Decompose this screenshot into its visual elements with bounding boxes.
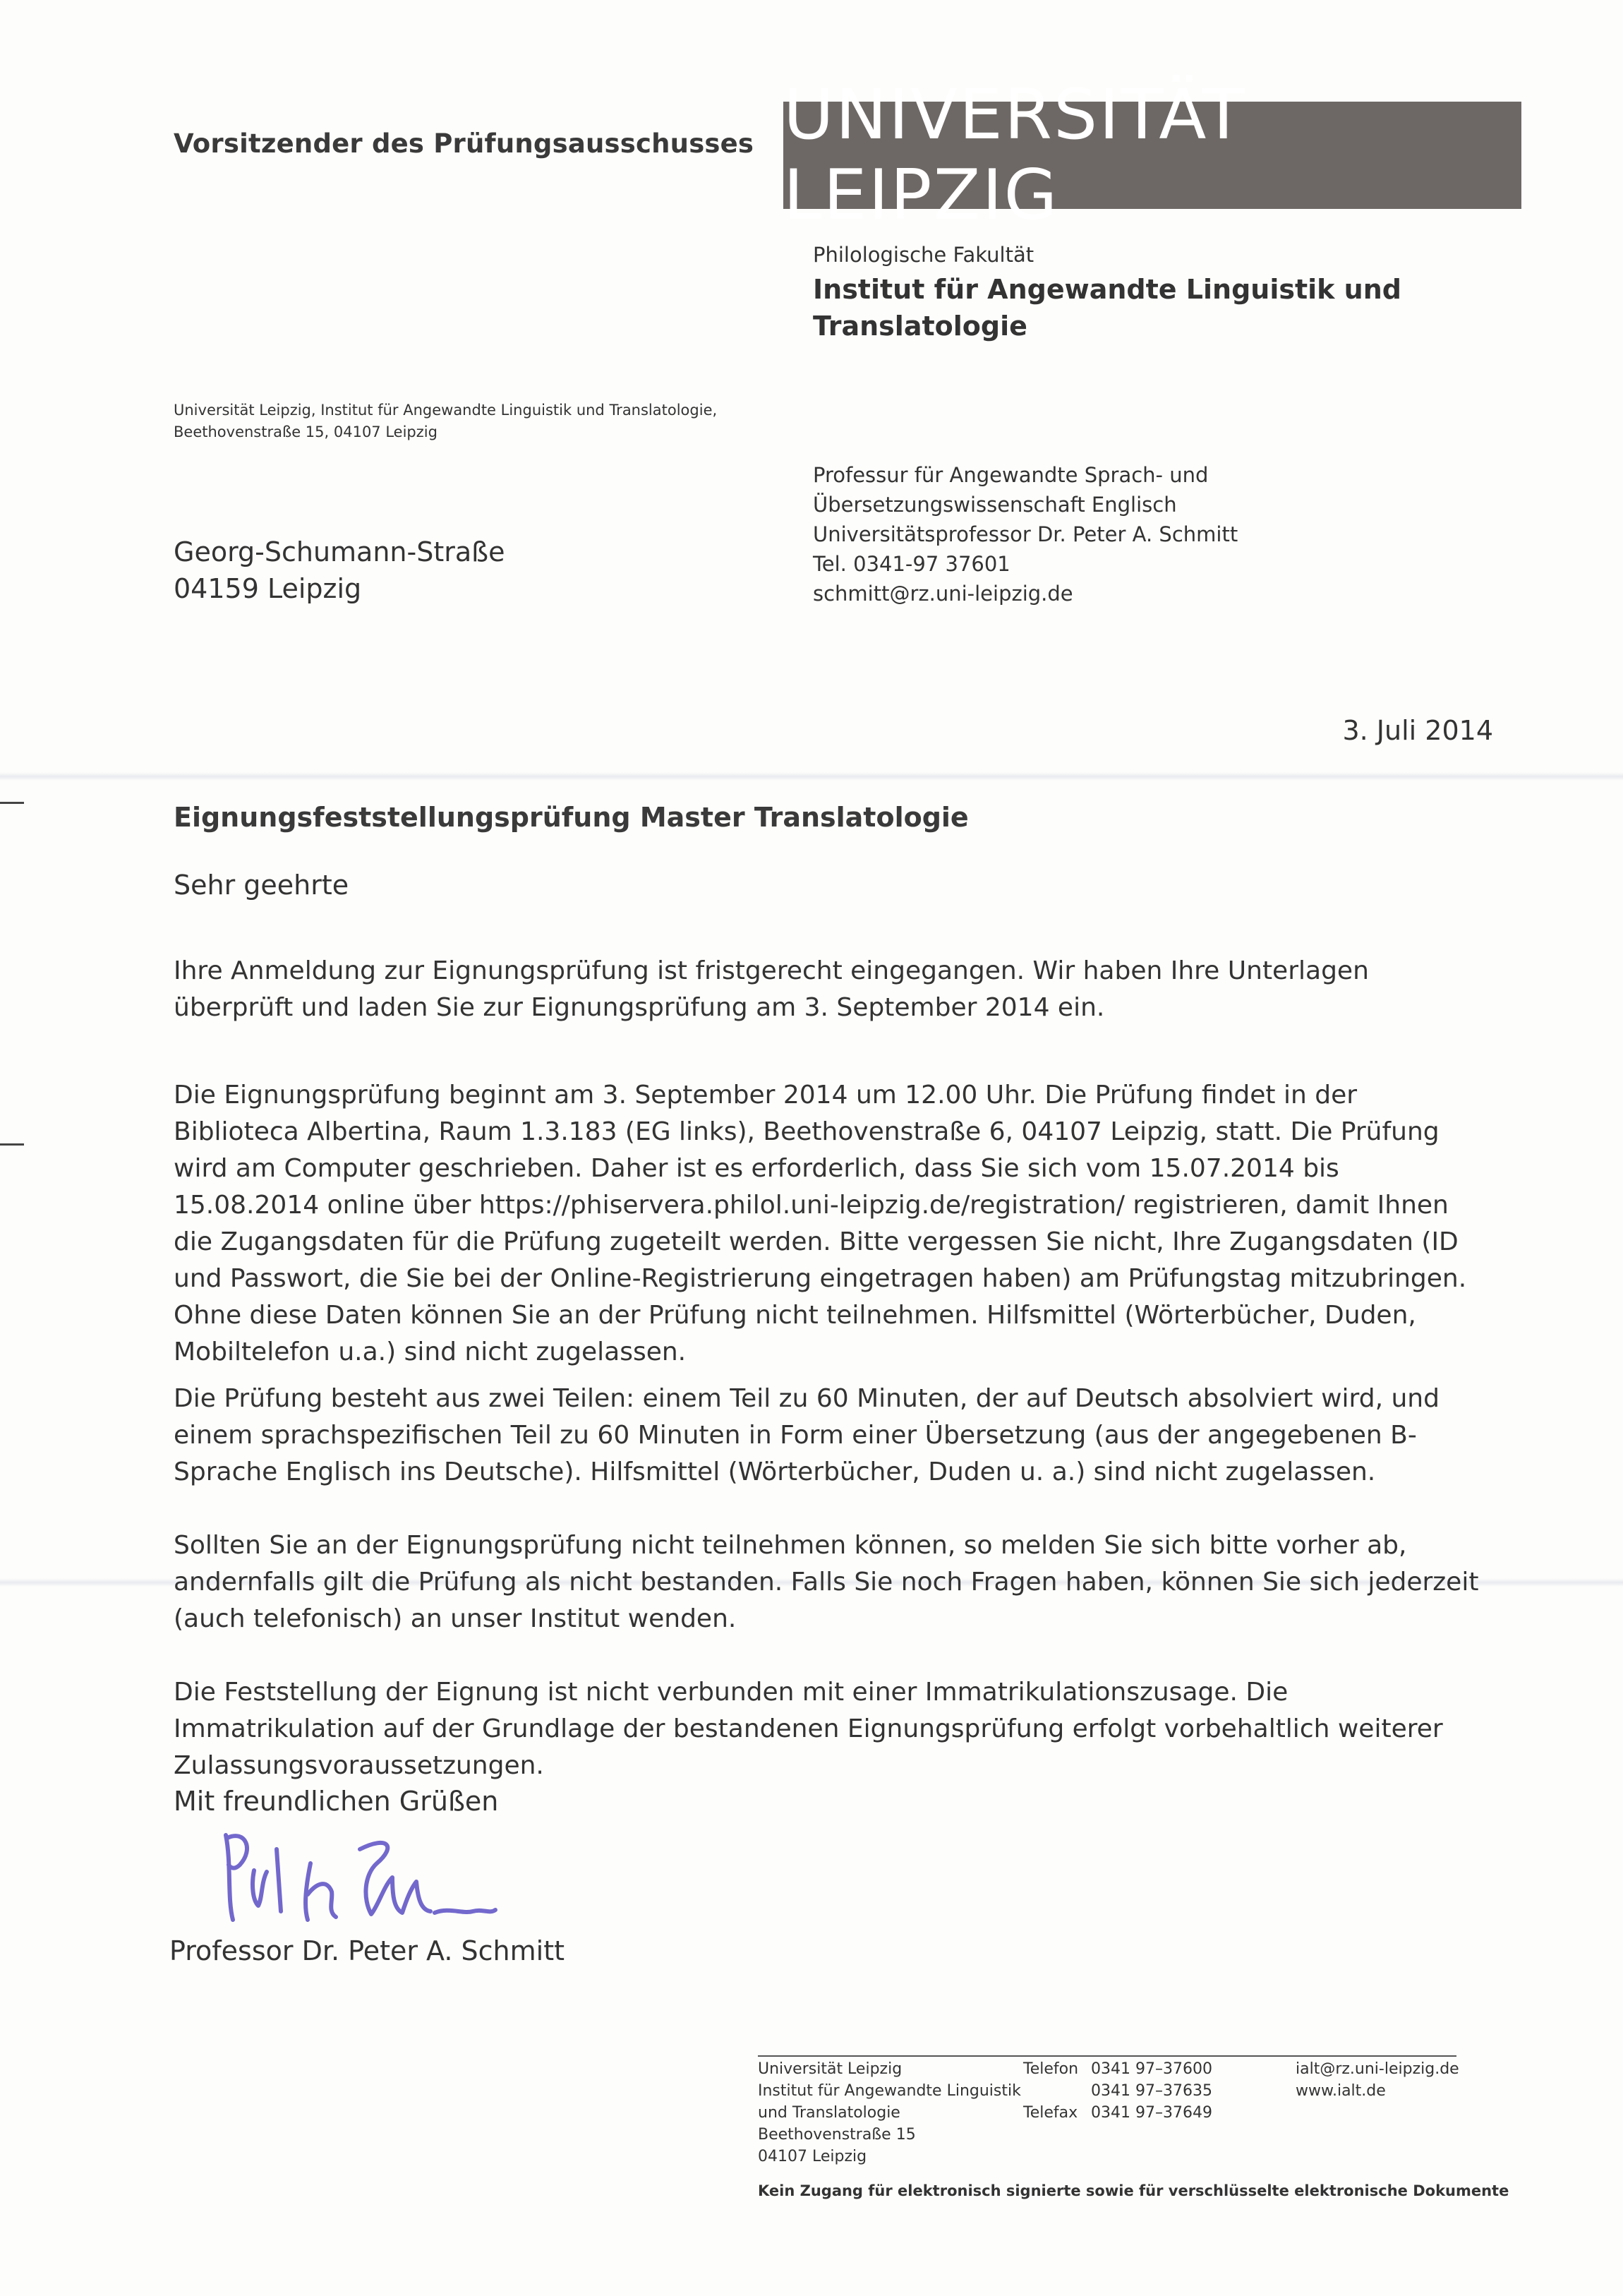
closing-phrase: Mit freundlichen Grüßen (174, 1786, 499, 1817)
recipient-city: 04159 Leipzig (174, 573, 362, 604)
return-address-line: Universität Leipzig, Institut für Angewandte Linguistik und Translatologie, (174, 402, 718, 419)
footer-notice: Kein Zugang für elektronisch signierte sowie für verschlüsselte elektronische Dokumente (758, 2182, 1509, 2199)
body-paragraph: Ihre Anmeldung zur Eignungsprüfung ist fristgerecht eingegangen. Wir haben Ihre Unterlagen überprüft und laden Sie zur Eignungsprüfung am 3. September 2014 ein. (174, 956, 1369, 1022)
salutation: Sehr geehrte (174, 870, 349, 901)
footer-web (1296, 2058, 1459, 2102)
return-address-line: Beethovenstraße 15, 04107 Leipzig (174, 423, 438, 440)
handwritten-signature (212, 1821, 508, 1927)
recipient-address (174, 534, 505, 607)
footer-divider (758, 2055, 1456, 2057)
contact-phone: Tel. 0341-97 37601 (813, 552, 1010, 576)
footer-telefon-2: 0341 97–37635 (1091, 2082, 1212, 2100)
letter-subject: Eignungsfeststellungsprüfung Master Translatologie (174, 802, 969, 833)
footer-address-line: Universität Leipzig (758, 2060, 903, 2078)
letter-date: 3. Juli 2014 (1342, 715, 1493, 746)
redacted-recipient-name (162, 467, 494, 518)
recipient-street: Georg-Schumann-Straße (174, 536, 505, 567)
footer-address (758, 2058, 1021, 2168)
footer-address-line: Beethovenstraße 15 (758, 2126, 916, 2144)
contact-line: Übersetzungswissenschaft Englisch (813, 493, 1177, 517)
contact-block (813, 460, 1238, 608)
footer-website: www.ialt.de (1296, 2082, 1386, 2100)
body-paragraph: Sollten Sie an der Eignungsprüfung nicht teilnehmen können, so melden Sie sich bitte vorher ab, andernfalls gilt die Prüfung als nicht bestanden. Falls Sie noch Fragen haben, können Sie sich jederzeit (auch telefonisch) an unser Institut wenden. (174, 1531, 1479, 1633)
fold-line (0, 772, 1623, 781)
institute-name: Institut für Angewandte Linguistik und Translatologie (813, 274, 1401, 342)
footer-telefax: 0341 97–37649 (1091, 2104, 1212, 2122)
body-paragraph: Die Eignungsprüfung beginnt am 3. September 2014 um 12.00 Uhr. Die Prüfung findet in der Biblioteca Albertina, Raum 1.3.183 (EG links), Beethovenstraße 6, 04107 Leipzig, statt. Die Prüfung wird am Computer geschrieben. Daher ist es erforderlich, dass Sie sich vom 15.07.2014 bis 15.08.2014 online über https://phiservera.philol.uni-leipzig.de/registration/ registrieren, damit Ihnen die Zugangsdaten für die Prüfung zugeteilt werden. Bitte vergessen Sie nicht, Ihre Zugangsdaten (ID und Passwort, die Sie bei der Online-Registrierung eingetragen haben) am Prüfungstag mitzubringen. Ohne diese Daten können Sie an der Prüfung nicht teilnehmen. Hilfsmittel (Wörterbücher, Duden, Mobiltelefon u.a.) sind nicht zugelassen. (174, 1081, 1467, 1366)
footer-telefon-label: Telefon (1023, 2060, 1079, 2078)
contact-email: schmitt@rz.uni-leipzig.de (813, 582, 1073, 606)
footer-phone-labels (1023, 2058, 1078, 2124)
footer-email: ialt@rz.uni-leipzig.de (1296, 2060, 1459, 2078)
footer-telefax-label: Telefax (1023, 2104, 1078, 2122)
footer-phone-numbers (1091, 2058, 1212, 2124)
contact-line: Professur für Angewandte Sprach- und (813, 463, 1209, 487)
sender-title: Vorsitzender des Prüfungsausschusses (174, 128, 754, 159)
body-paragraph: Die Feststellung der Eignung ist nicht verbunden mit einer Immatrikulationszusage. Die Immatrikulation auf der Grundlage der bestandenen Eignungsprüfung erfolgt vorbehaltlich weiterer Zulassungsvoraussetzungen. (174, 1678, 1443, 1780)
footer-telefon-1: 0341 97–37600 (1091, 2060, 1212, 2078)
faculty-name: Philologische Fakultät (813, 243, 1034, 267)
contact-line: Universitätsprofessor Dr. Peter A. Schmitt (813, 522, 1238, 546)
signer-name: Professor Dr. Peter A. Schmitt (169, 1935, 565, 1966)
fold-mark (0, 1143, 24, 1146)
footer-address-line: 04107 Leipzig (758, 2148, 867, 2165)
footer-address-line: und Translatologie (758, 2104, 900, 2122)
footer-address-line: Institut für Angewandte Linguistik (758, 2082, 1021, 2100)
body-paragraph: Die Prüfung besteht aus zwei Teilen: einem Teil zu 60 Minuten, der auf Deutsch absolviert wird, und einem sprachspezifischen Teil zu 60 Minuten in Form einer Übersetzung (aus der angegebenen B-Sprache Englisch ins Deutsche). Hilfsmittel (Wörterbücher, Duden u. a.) sind nicht zugelassen. (174, 1384, 1440, 1486)
university-logo: UNIVERSITÄT LEIPZIG (783, 102, 1521, 209)
fold-mark (0, 802, 24, 804)
return-address (174, 399, 717, 443)
